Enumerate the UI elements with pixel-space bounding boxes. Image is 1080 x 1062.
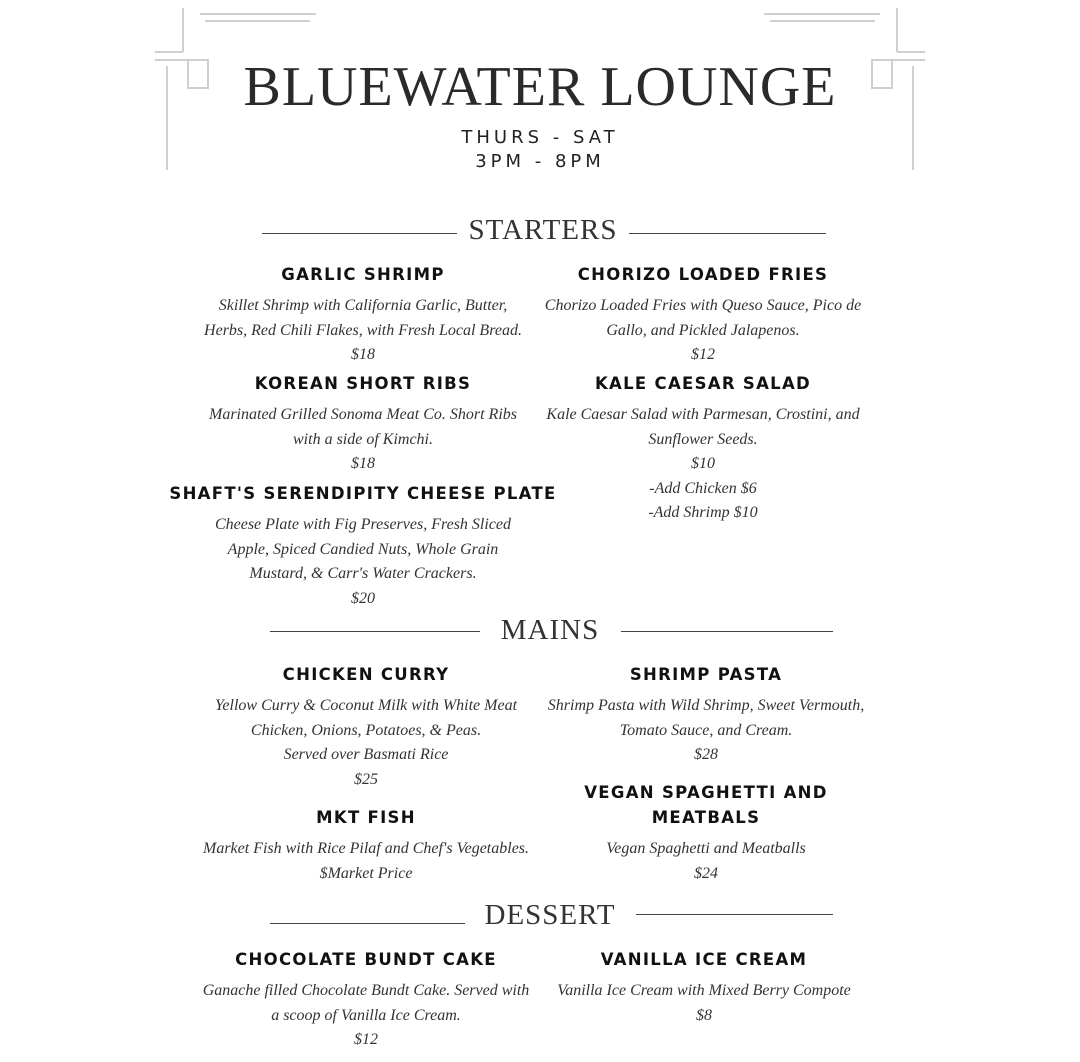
divider — [629, 233, 826, 234]
item-name: SHRIMP PASTA — [629, 665, 783, 684]
item-price: $20 — [351, 589, 375, 607]
item-description: Gallo, and Pickled Jalapenos. — [606, 321, 800, 339]
section-title-dessert: DESSERT — [484, 899, 616, 931]
item-name: KALE CAESAR SALAD — [594, 374, 812, 393]
item-description: Ganache filled Chocolate Bundt Cake. Served with — [202, 982, 530, 999]
item-price: $Market Price — [319, 864, 413, 882]
item-price: $28 — [694, 746, 718, 763]
item-description: Vanilla Ice Cream with Mixed Berry Compote — [557, 982, 851, 999]
item-price: $8 — [696, 1006, 712, 1024]
divider — [621, 631, 833, 632]
item-price: $18 — [351, 455, 375, 472]
item-description: a scoop of Vanilla Ice Cream. — [271, 1006, 461, 1024]
item-addon: -Add Chicken $6 — [649, 479, 757, 497]
item-price: $25 — [354, 770, 378, 788]
item-name: CHICKEN CURRY — [282, 665, 450, 684]
item-name: CHOCOLATE BUNDT CAKE — [235, 950, 497, 969]
item-description: Skillet Shrimp with California Garlic, Butter, — [218, 297, 508, 314]
item-price: $12 — [354, 1031, 378, 1048]
days-open: THURS - SAT — [461, 127, 619, 148]
item-description: Market Fish with Rice Pilaf and Chef's Vegetables. — [202, 840, 530, 857]
item-description: Marinated Grilled Sonoma Meat Co. Short Ribs — [209, 406, 517, 423]
item-description: Served over Basmati Rice — [283, 746, 449, 763]
section-title-starters: STARTERS — [468, 214, 618, 246]
item-name: MKT FISH — [316, 808, 416, 827]
item-name — [496, 780, 916, 830]
item-addon: -Add Shrimp $10 — [648, 504, 758, 521]
item-description: Chicken, Onions, Potatoes, & Peas. — [250, 721, 482, 739]
item-description: Yellow Curry & Coconut Milk with White Meat — [214, 697, 518, 714]
restaurant-title: BLUEWATER LOUNGE — [243, 56, 837, 118]
item-description: Cheese Plate with Fig Preserves, Fresh Sliced — [214, 516, 512, 533]
item-description: with a side of Kimchi. — [293, 430, 433, 448]
menu-item — [493, 262, 913, 368]
item-description: Vegan Spaghetti and Meatballs — [606, 840, 806, 857]
item-description: Herbs, Red Chili Flakes, with Fresh Local Bread. — [204, 321, 522, 339]
item-description: Shrimp Pasta with Wild Shrimp, Sweet Vermouth, — [547, 697, 865, 714]
item-description: Mustard, & Carr's Water Crackers. — [249, 565, 477, 582]
item-description: Tomato Sauce, and Cream. — [619, 721, 793, 739]
hours-open: 3PM - 8PM — [475, 151, 605, 172]
item-description: Chorizo Loaded Fries with Queso Sauce, Pico de — [544, 297, 862, 314]
section-title-mains: MAINS — [500, 614, 600, 646]
item-price: $24 — [694, 864, 718, 882]
menu-item — [496, 780, 916, 886]
item-name: KOREAN SHORT RIBS — [254, 374, 472, 393]
item-price: $18 — [351, 346, 375, 363]
item-description: Apple, Spiced Candied Nuts, Whole Grain — [227, 540, 499, 558]
item-price: $10 — [691, 455, 715, 472]
menu-item — [496, 662, 916, 768]
item-name: CHORIZO LOADED FRIES — [577, 265, 829, 284]
menu-item — [494, 947, 914, 1028]
item-name: VANILLA ICE CREAM — [600, 950, 808, 969]
item-price: $12 — [691, 346, 715, 363]
item-name: GARLIC SHRIMP — [281, 265, 445, 284]
item-description: Kale Caesar Salad with Parmesan, Crostini, and — [546, 406, 860, 423]
item-name-line: MEATBALS — [651, 808, 761, 827]
item-name-line: VEGAN SPAGHETTI AND — [584, 783, 828, 802]
item-name: SHAFT'S SERENDIPITY CHEESE PLATE — [169, 484, 557, 503]
divider — [636, 914, 833, 915]
menu-item — [153, 481, 573, 611]
item-description: Sunflower Seeds. — [648, 430, 758, 448]
